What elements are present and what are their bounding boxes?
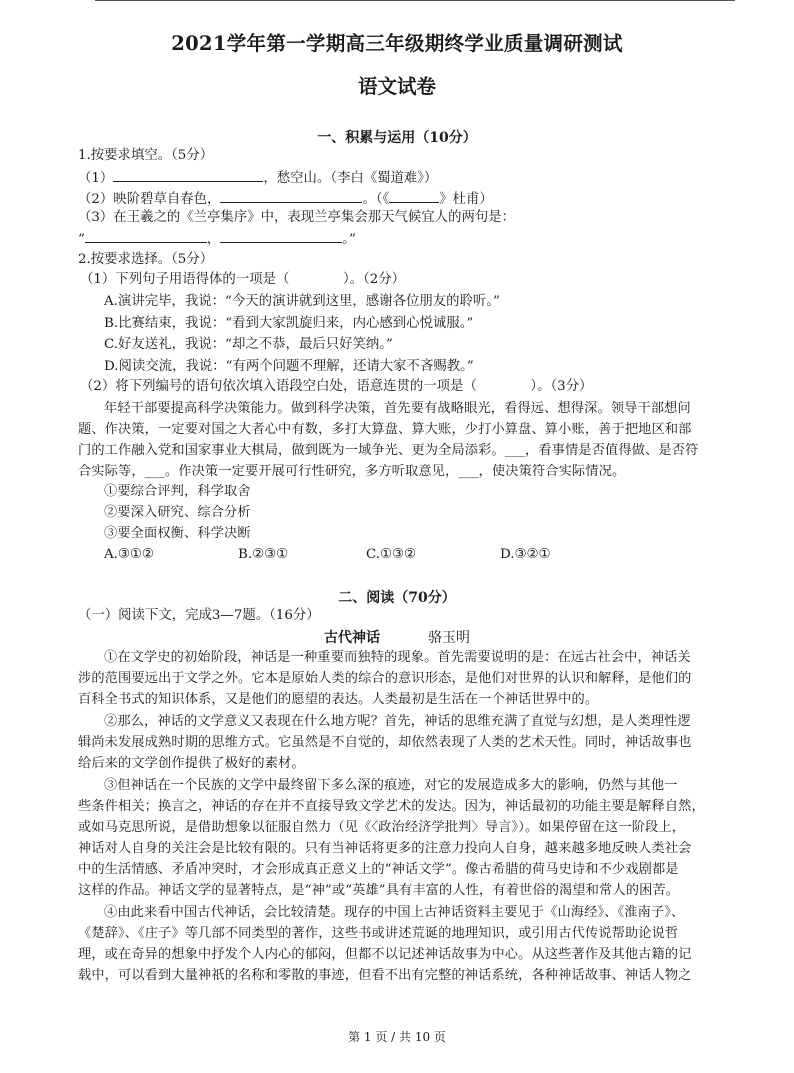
q1-line2-mid: 。（《	[362, 192, 390, 207]
answer-blank[interactable]	[113, 167, 263, 182]
article-line: ②那么，神话的文学意义又表现在什么地方呢？首先，神话的思维充满了直觉与幻想，是人类理性逻	[104, 714, 691, 729]
article-title: 古代神话	[324, 630, 380, 646]
page-number: 第 1 页 / 共 10 页	[348, 1030, 446, 1044]
exam-title: 2021学年第一学期高三年级期终学业质量调研测试	[171, 32, 623, 55]
option-a[interactable]: A.演讲完毕，我说：“今天的演讲就到这里，感谢各位朋友的聆听。”	[104, 294, 500, 309]
article-line: 这样的作品。神话文学的显著特点，是“神”或“英雄”具有丰富的人性，有着世俗的渴望和常人的困苦。	[78, 883, 680, 898]
top-rule	[95, 0, 735, 1]
q2-sub1: （1）下列句子用语得体的一项是（ ）。（2分）	[80, 272, 406, 287]
article-line: ①在文学史的初始阶段，神话是一种重要而独特的现象。首先需要说明的是：在远古社会中，神话关	[104, 650, 691, 665]
section-heading-2: 二、阅读（70分）	[338, 590, 456, 606]
choice-c[interactable]: C.①③②	[366, 547, 417, 562]
q1-line3: （3）在王羲之的《兰亭集序》中，表现兰亭集会那天气候宜人的两句是：	[78, 210, 516, 225]
answer-blank[interactable]	[85, 228, 207, 243]
option-b[interactable]: B.比赛结束，我说：“看到大家凯旋归来，内心感到心悦诚服。”	[104, 316, 474, 331]
article-line: ③但神话在一个民族的文学中最终留下多么深的痕迹，对它的发展造成多大的影响，仍然与其他一	[104, 778, 678, 793]
item-1: ①要综合评判，科学取舍	[104, 484, 251, 499]
article-line: ④由此来看中国古代神话，会比较清楚。现存的中国上古神话资料主要见于《山海经》、《淮南子》、	[104, 905, 685, 920]
option-c[interactable]: C.好友送礼，我说：“却之不恭，最后只好笑纳。”	[104, 337, 393, 352]
passage-line: 年轻干部要提高科学决策能力。做到科学决策，首先要有战略眼光，看得远、想得深。领导干部想问	[104, 401, 691, 416]
article-line: 中的生活情感、矛盾冲突时，才会形成真正意义上的“神话文学”。像古希腊的荷马史诗和不少戏剧都是	[78, 862, 679, 877]
choice-d[interactable]: D.③②①	[500, 547, 551, 562]
passage-line: 题、作决策，一定要对国之大者心中有数，多打大算盘、算大账，少打小算盘、算小账，善于把地区和部	[78, 422, 692, 437]
answer-blank[interactable]	[220, 188, 362, 203]
article-author: 骆玉明	[428, 630, 470, 646]
q2-sub2: （2）将下列编号的语句依次填入语段空白处，语意连贯的一项是（ ）。（3分）	[80, 379, 593, 394]
item-3: ③要全面权衡、科学决断	[104, 526, 251, 541]
article-line: 涉的范围要远出于文学之外。它本是原始人类的综合的意识形态，是他们对世界的认识和解释，是他们的	[78, 671, 692, 686]
q1-line1	[78, 167, 437, 189]
article-line: 载中，可以看到大量神祇的名称和零散的事迹，但看不出有完整的神话系统，各种神话故事、神话人物之	[78, 968, 692, 983]
article-line: 或如马克思所说，是借助想象以征服自然力（见《〈政治经济学批判〉导言》）。如果停留在这一阶段上，	[78, 820, 686, 835]
choice-a[interactable]: A.③①②	[104, 547, 154, 562]
q1-line2-suffix: 》杜甫）	[439, 192, 493, 207]
q1-stem: 1.按要求填空。（5分）	[78, 148, 214, 163]
article-line: 神话对人自身的关注会是比较有限的。只有当神话将更多的注意力投向人自身，越来越多地反映人类社会	[78, 841, 692, 856]
article-line: 百科全书式的知识体系，又是他们的愿望的表达。人类最初是生活在一个神话世界中的。	[78, 692, 599, 707]
q1-line2	[78, 188, 493, 210]
q1-line1-prefix: （1）	[78, 171, 114, 186]
article-line: 辑尚未发展成熟时期的思维方式。它虽然是不自觉的，却依然表现了人类的艺术天性。同时，神话故事也	[78, 735, 692, 750]
close-quote: 。”	[342, 232, 356, 247]
reading-part-1: （一）阅读下文，完成3—7题。（16分）	[78, 608, 320, 623]
passage-line: 门的工作融入党和国家事业大棋局，做到既为一域争光、更为全局添彩。___，看事情是否值得做、是否符	[78, 443, 699, 458]
article-heading	[0, 627, 794, 647]
comma: ，	[206, 232, 221, 247]
answer-blank[interactable]	[220, 228, 342, 243]
article-line: 《楚辞》、《庄子》等几部不同类型的著作，这些书或讲述荒诞的地理知识，或引用古代传说帮助论说哲	[78, 926, 679, 941]
open-quote: “	[78, 232, 85, 247]
answer-blank[interactable]	[389, 188, 439, 203]
article-line: 些条件相关；换言之，神话的存在并不直接导致文学艺术的发达。因为，神话最初的功能主要是解释自然，	[78, 799, 705, 814]
option-d[interactable]: D.阅读交流，我说：“有两个问题不理解，还请大家不吝赐教。”	[104, 359, 474, 374]
section-heading-1: 一、积累与运用（10分）	[317, 130, 477, 146]
choice-b[interactable]: B.②③①	[238, 547, 289, 562]
article-line: 给后来的文学创作提供了极好的素材。	[78, 756, 305, 771]
item-2: ②要深入研究、综合分析	[104, 505, 251, 520]
passage-line: 合实际等，___。作决策一定要开展可行性研究，多方听取意见，___，使决策符合实际情况。	[78, 464, 626, 479]
q1-line1-suffix: ，愁空山。（李白《蜀道难》）	[263, 171, 438, 186]
q1-line2-prefix: （2）映阶碧草自春色，	[78, 192, 221, 207]
q1-line4	[78, 228, 356, 250]
q2-stem: 2.按要求选择。（5分）	[78, 252, 214, 267]
exam-subtitle: 语文试卷	[357, 75, 436, 98]
article-line: 理，或在奇异的想象中抒发个人内心的郁闷，但都不以记述神话故事为中心。从这些著作及其他古籍的记	[78, 947, 692, 962]
